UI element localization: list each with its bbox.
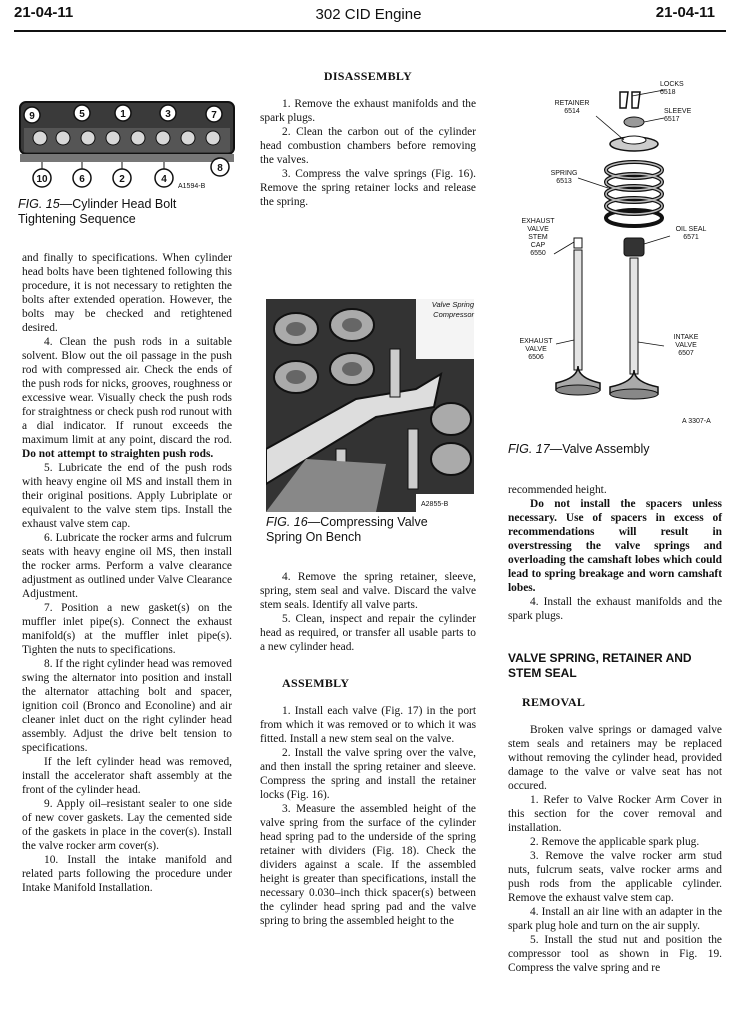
bolt-number: 10: [36, 174, 48, 185]
fig17-diagram: [508, 78, 722, 434]
paragraph: If the left cylinder head was removed, install the accelerator shaft assembly at the front of the cylinder head.: [22, 756, 232, 796]
intake-valve-label: INTAKE VALVE 6507: [673, 334, 699, 357]
fig16-photo: [266, 299, 474, 512]
paragraph: Do not install the spacers unless necessary. Use of spacers in excess of recommendations will result in overstressing the valve springs and overloading the camshaft lobes which could lead to spring breakage and worn camshaft lobes.: [508, 498, 722, 594]
paragraph: 10. Install the intake manifold and related parts following the procedure under Intake Manifold Installation.: [22, 854, 232, 894]
retainer-label: RETAINER 6514: [554, 100, 590, 115]
bolt-number: 9: [29, 111, 35, 122]
header-rule: [14, 30, 726, 32]
paragraph: 4. Remove the spring retainer, sleeve, spring, stem seal and valve. Discard the valve stem seals. Identify all valve parts.: [260, 571, 476, 611]
paragraph: 1. Install each valve (Fig. 17) in the port from which it was removed or to which it was fitted. Install a new stem seal on the valve.: [260, 705, 476, 745]
fig16-code: A2855-B: [421, 501, 449, 508]
paragraph: 4. Install an air line with an adapter in the spark plug hole and turn on the air supply.: [508, 906, 722, 932]
locks-label: LOCKS 6518: [660, 81, 684, 96]
paragraph: 7. Position a new gasket(s) on the muffler inlet pipe(s). Connect the exhaust manifold(s) at the muffler inlet pipe(s). Tighten the nuts to specifications.: [22, 602, 232, 656]
paragraph: 1. Refer to Valve Rocker Arm Cover in this section for the cover removal and installation.: [508, 794, 722, 834]
fig15-illustration: [18, 98, 238, 190]
bolt-number: 3: [165, 109, 171, 120]
column-1: [22, 251, 232, 895]
exhaust-stem-cap-label: EXHAUST VALVE STEM CAP 6550: [521, 218, 555, 257]
paragraph: 4. Clean the push rods in a suitable solvent. Blow out the oil passage in the push rod with compressed air. Check the ends of the push rods for nicks, grooves, roughness or excessive wear. Visually check the push rods for straightness or check push rod runout with a dial indicator. If runout exceeds the maximum limit at any point, discard the rod. Do not attempt to straighten push rods.: [22, 336, 232, 460]
bolt-number: 5: [79, 109, 85, 120]
fig16-caption: FIG. 16—Compressing Valve Spring On Bench: [266, 515, 428, 544]
bolt-number: 8: [217, 163, 223, 174]
column-2-top: [260, 69, 476, 209]
fig16-annotation: Valve Spring Compressor: [431, 300, 474, 319]
paragraph: 8. If the right cylinder head was removed swing the alternator into position and install the alternator attaching bolt and spacer, ignition coil (Bronco and Econoline) and air cleaner inlet duct on the right cylinder head assembly. Adjust the drive belt tension to specifications.: [22, 658, 232, 754]
paragraph: 9. Apply oil–resistant sealer to one side of new cover gaskets. Lay the cemented side of the gaskets in place in the cover(s). Install the valve rocker arm cover(s).: [22, 798, 232, 852]
paragraph: 4. Install the exhaust manifolds and the spark plugs.: [508, 596, 722, 622]
bolt-number: 6: [79, 174, 85, 185]
spring-label: SPRING 6513: [550, 170, 578, 185]
paragraph: 1. Remove the exhaust manifolds and the spark plugs.: [260, 98, 476, 124]
paragraph: 3. Compress the valve springs (Fig. 16). Remove the spring retainer locks and release the spring.: [260, 168, 476, 208]
fig17-code: A 3307-A: [682, 418, 711, 425]
paragraph: 3. Remove the valve rocker arm stud nuts, fulcrum seats, valve rocker arms and push rods from the applicable cylinder. Remove the exhaust valve stem cap.: [508, 850, 722, 904]
fig15-code: A1594-B: [178, 183, 206, 190]
column-2-bottom: [260, 570, 476, 928]
paragraph: 3. Measure the assembled height of the valve spring from the surface of the cylinder head spring pad to the underside of the spring retainer with dividers (Fig. 18). Check the dividers against a scale. If the assembled height is greater than specifications, install the necessary 0.030–inch thick spacer(s) between the cylinder head spring pad and the valve spring to bring the assembled height to the: [260, 803, 476, 927]
section-heading: VALVE SPRING, RETAINER AND STEM SEAL: [508, 651, 692, 680]
paragraph: 6. Lubricate the rocker arms and fulcrum seats with heavy engine oil MS, then install the rocker arms. Perform a valve clearance adjustment as outlined under Valve Clearance Adjustment.: [22, 532, 232, 600]
paragraph: 5. Clean, inspect and repair the cylinder head as required, or transfer all usable parts to a new cylinder head.: [260, 613, 476, 653]
fig15-caption: FIG. 15—Cylinder Head Bolt Tightening Sequence: [18, 197, 177, 226]
page-number-right: 21-04-11: [655, 4, 715, 21]
bolt-number: 4: [161, 174, 167, 185]
removal-heading: REMOVAL: [522, 695, 586, 709]
bolt-number: 1: [120, 109, 126, 120]
paragraph: 2. Install the valve spring over the valve, and then install the spring retainer and sleeve. Compress the spring and install the retainer locks (Fig. 16).: [260, 747, 476, 801]
fig17-caption: FIG. 17—Valve Assembly: [508, 442, 650, 456]
bolt-number: 2: [119, 174, 125, 185]
oil-seal-label: OIL SEAL 6571: [675, 226, 707, 241]
sleeve-label: SLEEVE 6517: [664, 108, 692, 123]
column-3: [508, 483, 722, 975]
exhaust-valve-label: EXHAUST VALVE 6506: [519, 338, 553, 361]
assembly-heading: ASSEMBLY: [282, 676, 350, 690]
bolt-number: 7: [211, 110, 217, 121]
disassembly-heading: DISASSEMBLY: [323, 69, 413, 83]
paragraph: 2. Remove the applicable spark plug.: [530, 836, 700, 848]
paragraph: recommended height.: [508, 484, 607, 496]
paragraph: and finally to specifications. When cylinder head bolts have been tightened following this procedure, it is not necessary to retighten the bolts after extended operation. However, the bolts may be checked and retightened desired.: [22, 252, 232, 334]
page-number-left: 21-04-11: [14, 4, 74, 21]
paragraph: 5. Lubricate the end of the push rods with heavy engine oil MS and install them in their original positions. Apply Lubriplate or equivalent to the valve stem tips. Install the exhaust valve stem cap.: [22, 462, 232, 530]
page-title: 302 CID Engine: [315, 6, 422, 23]
paragraph: 2. Clean the carbon out of the cylinder head combustion chambers before removing the valves.: [260, 126, 476, 166]
paragraph: Broken valve springs or damaged valve stem seals and retainers may be replaced without removing the cylinder head, provided damage to the valve or valve seat has not occured.: [508, 724, 722, 792]
paragraph: 5. Install the stud nut and position the compressor tool as shown in Fig. 19. Compress the valve spring and re: [508, 934, 722, 974]
